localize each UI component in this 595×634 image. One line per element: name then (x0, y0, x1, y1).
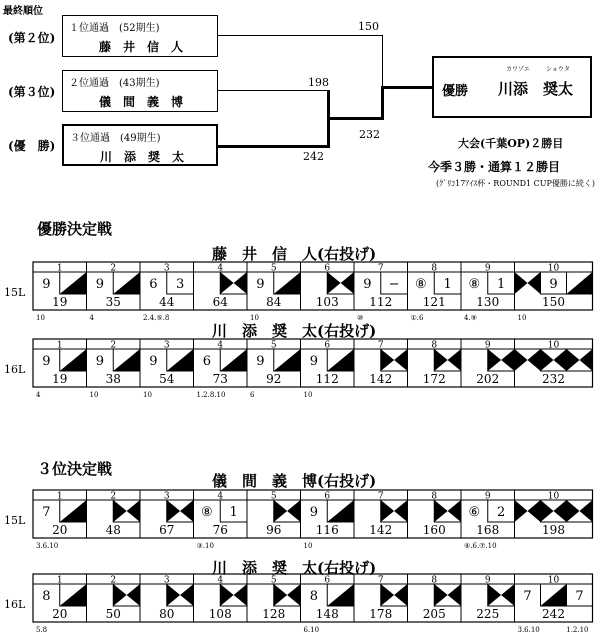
pins-left: 10 (89, 391, 99, 399)
strike-mark (580, 500, 593, 522)
frame-number: 1 (56, 340, 63, 351)
final-ranking-heading: 最終順位 (3, 6, 43, 17)
frame-total: 20 (52, 607, 68, 621)
frame-total: 108 (208, 607, 232, 621)
frame-total: 116 (315, 523, 339, 537)
strike-mark (448, 349, 461, 371)
ball-result: ⑧ (468, 277, 481, 292)
strike-mark (394, 584, 407, 606)
strike-mark (327, 272, 340, 294)
frame-total: 67 (159, 523, 175, 537)
frame-number: 7 (377, 491, 384, 502)
pins-left: 10 (250, 314, 259, 322)
frame-number: 8 (431, 263, 438, 274)
ball-result: 3 (175, 277, 185, 292)
strike-mark (448, 500, 461, 522)
frame-total: 142 (369, 372, 393, 386)
strike-mark (567, 500, 580, 522)
ball-result: 9 (309, 354, 319, 369)
frame-total: 232 (542, 372, 565, 386)
final-title: 優勝決定戦 (37, 220, 113, 238)
pins-left: 5.8 (36, 626, 48, 634)
strike-mark (434, 500, 447, 522)
scoresheet (4, 490, 593, 550)
frame-number: 8 (431, 491, 438, 502)
frame-number: 10 (547, 491, 560, 502)
pins-left: 10 (36, 314, 45, 322)
frame-number: 10 (547, 340, 560, 351)
winner-furigana-family: カワゾエ (506, 66, 530, 73)
spare-mark (567, 272, 593, 294)
pins-left: 10 (517, 314, 527, 322)
seed2-name: 儀 間 義 博 (99, 95, 184, 109)
lane-label: 15L (4, 286, 26, 299)
strike-mark (528, 500, 541, 522)
ball-result: 9 (149, 354, 158, 369)
strike-mark (501, 349, 514, 371)
third-place-title: ３位決定戦 (37, 460, 113, 478)
pins-left: 10 (143, 391, 152, 399)
seed3-qualifier: ３位通過 (49期生) (70, 133, 161, 144)
strike-mark (434, 584, 447, 606)
ball-result: 1 (443, 277, 452, 292)
strike-mark (381, 584, 394, 606)
frame-number: 6 (324, 491, 331, 502)
pins-left: ①.6 (410, 314, 424, 322)
seed1-qualifier: １位通過 (52期生) (69, 23, 160, 34)
spare-mark (60, 272, 87, 294)
frame-number: 3 (163, 575, 170, 586)
strike-mark (434, 349, 447, 371)
spare-mark (327, 500, 354, 522)
ball-result: 9 (309, 505, 319, 520)
spare-mark (60, 500, 87, 522)
ball-result: 9 (95, 277, 105, 292)
frame-total: 148 (315, 607, 339, 621)
frame-total: 44 (159, 295, 175, 309)
ball-result: 6 (149, 277, 158, 292)
ball-result: 6 (202, 354, 212, 369)
ball-result: 2 (496, 505, 506, 520)
frame-number: 10 (547, 575, 560, 586)
frame-number: 1 (56, 491, 63, 502)
strike-mark (274, 584, 287, 606)
strike-mark (448, 584, 461, 606)
strike-mark (567, 349, 580, 371)
strike-mark (394, 500, 407, 522)
ball-result: 9 (363, 277, 372, 292)
ball-result: ⑥ (468, 505, 481, 520)
spare-mark (327, 349, 354, 371)
frame-total: 160 (422, 523, 446, 537)
ball-result: − (388, 277, 400, 292)
scoresheet (4, 262, 593, 322)
frame-number: 10 (547, 263, 560, 274)
frame-total: 172 (422, 372, 446, 386)
strike-mark (515, 500, 528, 522)
bracket-score-198: 198 (308, 76, 329, 89)
strike-mark (180, 500, 193, 522)
player-heading: 川 添 奨 太(右投げ) (212, 559, 377, 577)
ball-result: 9 (549, 277, 558, 292)
frame-total: 202 (476, 372, 500, 386)
frame-total: 54 (159, 372, 175, 386)
pins-left: 4 (36, 391, 41, 399)
frame-total: 205 (422, 607, 446, 621)
pins-left: 1.2.10 (566, 626, 589, 634)
frame-number: 9 (484, 340, 491, 351)
frame-total: 50 (105, 607, 121, 621)
pins-left: 1.2.8.10 (196, 391, 226, 399)
note-previous-wins: (ｸﾞﾘｺ17ｱｲｽ杯・ROUND1 CUP優勝に続く) (436, 179, 595, 188)
frame-total: 84 (266, 295, 282, 309)
frame-total: 130 (476, 295, 500, 309)
strike-mark (113, 584, 126, 606)
lane-label: 16L (4, 598, 26, 611)
pins-left: 10 (303, 391, 313, 399)
lane-label: 16L (4, 363, 26, 376)
frame-number: 4 (217, 340, 224, 351)
ball-result: 8 (309, 589, 319, 604)
place-second-label: (第２位) (8, 31, 56, 45)
strike-mark (554, 500, 567, 522)
strike-mark (488, 584, 501, 606)
ball-result: 7 (575, 589, 584, 604)
frame-number: 5 (270, 263, 277, 274)
frame-number: 4 (217, 491, 224, 502)
strike-mark (287, 584, 300, 606)
strike-mark (515, 349, 528, 371)
spare-mark (167, 349, 194, 371)
frame-total: 242 (542, 607, 565, 621)
strike-mark (287, 500, 300, 522)
strike-mark (515, 272, 528, 294)
frame-number: 7 (377, 340, 384, 351)
frame-total: 96 (266, 523, 282, 537)
ball-result: 9 (256, 277, 265, 292)
bracket-score-150: 150 (358, 20, 379, 33)
ball-result: 1 (496, 277, 506, 292)
frame-number: 2 (110, 263, 117, 274)
strike-mark (501, 584, 514, 606)
spare-mark (60, 584, 87, 606)
strike-mark (220, 272, 233, 294)
frame-total: 38 (105, 372, 121, 386)
frame-total: 19 (52, 372, 68, 386)
place-winner-label: (優 勝) (8, 139, 56, 153)
frame-number: 7 (377, 263, 384, 274)
frame-total: 64 (212, 295, 228, 309)
pins-left: 3.6.10 (36, 542, 59, 550)
frame-total: 92 (266, 372, 282, 386)
ball-result: 9 (42, 354, 51, 369)
winner-furigana-given: ショウタ (546, 66, 570, 73)
strike-mark (580, 349, 593, 371)
frame-total: 225 (476, 607, 500, 621)
ball-result: 1 (229, 505, 238, 520)
pins-left: 4 (89, 314, 94, 322)
player-heading: 川 添 奨 太(右投げ) (212, 322, 377, 340)
strike-mark (394, 349, 407, 371)
spare-mark (60, 349, 87, 371)
frame-number: 9 (484, 575, 491, 586)
frame-number: 5 (270, 575, 277, 586)
bracket-score-232: 232 (359, 128, 380, 141)
strike-mark (180, 584, 193, 606)
note-season-wins: 今季３勝・通算１２勝目 (428, 160, 561, 174)
strike-mark (167, 584, 180, 606)
spare-mark (274, 272, 301, 294)
strike-mark (113, 500, 126, 522)
seed2-qualifier: ２位通過 (43期生) (69, 78, 160, 89)
frame-number: 8 (431, 340, 438, 351)
frame-total: 128 (262, 607, 286, 621)
pins-left: 6 (250, 391, 255, 399)
winner-name: 川添 奨太 (498, 80, 574, 98)
frame-number: 6 (324, 263, 331, 274)
frame-number: 5 (270, 491, 277, 502)
pins-left: 6.10 (303, 626, 320, 634)
strike-mark (234, 584, 247, 606)
strike-mark (274, 500, 287, 522)
frame-number: 7 (377, 575, 384, 586)
frame-total: 73 (212, 372, 228, 386)
ball-result: 9 (42, 277, 51, 292)
ball-result: 8 (42, 589, 51, 604)
spare-mark (541, 584, 567, 606)
frame-number: 4 (217, 263, 224, 274)
ball-result: 7 (42, 505, 51, 520)
strike-mark (220, 584, 233, 606)
frame-total: 178 (369, 607, 393, 621)
frame-total: 19 (52, 295, 68, 309)
frame-total: 103 (315, 295, 339, 309)
frame-number: 3 (163, 263, 170, 274)
pins-left: 4.⑨ (464, 314, 477, 322)
winner-label: 優勝 (442, 84, 469, 99)
lane-label: 15L (4, 514, 26, 527)
frame-number: 4 (217, 575, 224, 586)
frame-number: 1 (56, 575, 63, 586)
strike-mark (381, 500, 394, 522)
ball-result: ⑧ (415, 277, 427, 292)
spare-mark (327, 584, 354, 606)
spare-mark (274, 349, 301, 371)
frame-number: 3 (163, 340, 170, 351)
pins-left: ③.10 (196, 542, 214, 550)
player-heading: 藤 井 信 人(右投げ) (212, 245, 377, 263)
spare-mark (220, 349, 247, 371)
place-third-label: (第３位) (8, 85, 56, 99)
frame-number: 6 (324, 575, 331, 586)
scoresheet (4, 574, 593, 634)
ball-result: 7 (523, 589, 532, 604)
pins-left: 10 (303, 542, 313, 550)
frame-total: 35 (105, 295, 121, 309)
frame-number: 2 (110, 491, 117, 502)
frame-total: 142 (369, 523, 393, 537)
ball-result: 9 (256, 354, 265, 369)
strike-mark (127, 500, 140, 522)
player-heading: 儀 間 義 博(右投げ) (212, 472, 377, 490)
strike-mark (127, 584, 140, 606)
frame-number: 1 (56, 263, 63, 274)
pins-left: ④.6.⑦.10 (464, 542, 497, 550)
spare-mark (113, 272, 140, 294)
strike-mark (341, 272, 354, 294)
frame-number: 9 (484, 263, 491, 274)
frame-total: 20 (52, 523, 68, 537)
strike-mark (528, 272, 541, 294)
frame-number: 2 (110, 575, 117, 586)
pins-left: 3.6.10 (517, 626, 540, 634)
frame-number: 3 (163, 491, 170, 502)
frame-total: 121 (422, 295, 446, 309)
frame-number: 9 (484, 491, 491, 502)
note-tournament-wins: 大会(千葉OP)２勝目 (458, 137, 564, 150)
strike-mark (381, 349, 394, 371)
frame-total: 48 (105, 523, 121, 537)
frame-total: 112 (369, 295, 393, 309)
scoresheet (4, 339, 593, 399)
frame-number: 5 (270, 340, 277, 351)
strike-mark (541, 500, 554, 522)
seed1-name: 藤 井 信 人 (99, 40, 184, 54)
frame-total: 80 (159, 607, 175, 621)
frame-total: 150 (542, 295, 565, 309)
seed3-name: 川 添 奨 太 (100, 150, 185, 164)
frame-total: 198 (542, 523, 565, 537)
ball-result: 9 (95, 354, 105, 369)
frame-number: 2 (110, 340, 117, 351)
frame-total: 76 (212, 523, 228, 537)
bracket-score-242: 242 (303, 150, 324, 163)
frame-number: 6 (324, 340, 331, 351)
frame-number: 8 (431, 575, 438, 586)
spare-mark (113, 349, 140, 371)
pins-left: 2.4.⑤.8 (143, 314, 170, 322)
pins-left: ⑩ (357, 314, 364, 322)
strike-mark (554, 349, 567, 371)
strike-mark (488, 349, 501, 371)
frame-total: 168 (476, 523, 500, 537)
strike-mark (167, 500, 180, 522)
strike-mark (541, 349, 554, 371)
strike-mark (528, 349, 541, 371)
strike-mark (234, 272, 247, 294)
ball-result: ⑧ (201, 505, 213, 520)
frame-total: 112 (315, 372, 339, 386)
